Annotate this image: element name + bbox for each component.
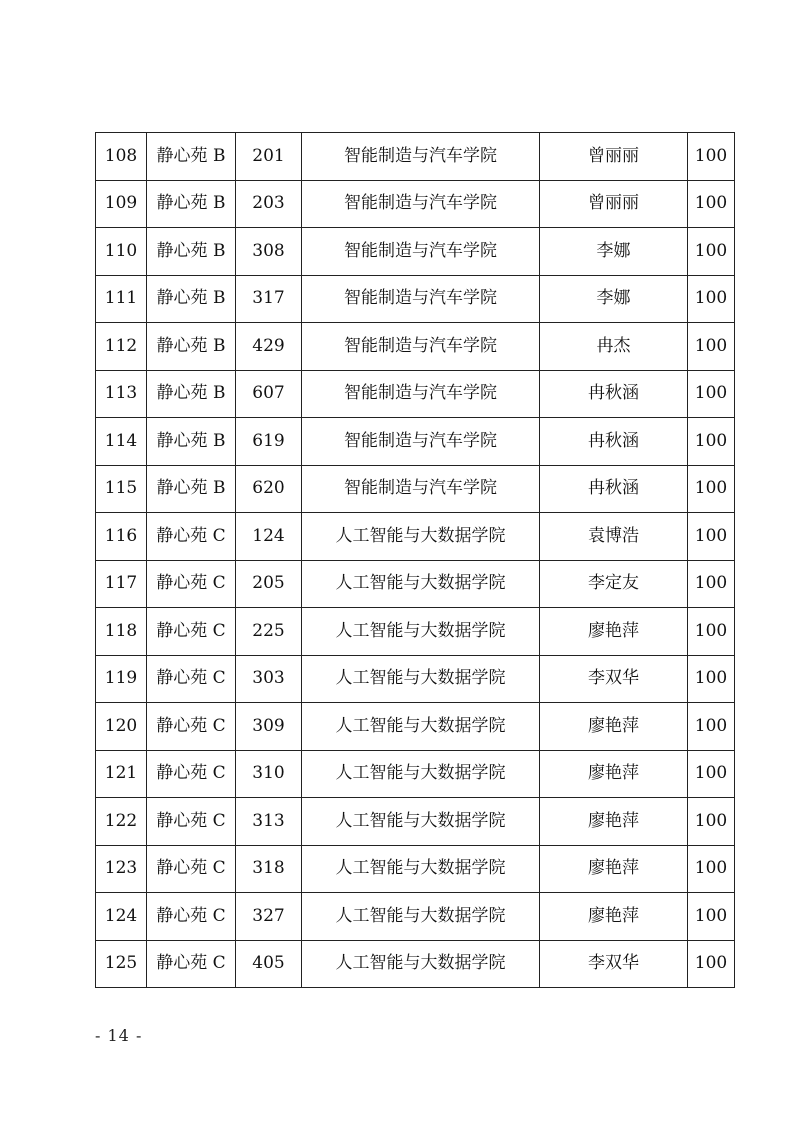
table-row — [96, 370, 735, 418]
table-row — [96, 655, 735, 703]
table-row — [96, 180, 735, 228]
college-cell: 人工智能与大数据学院 — [302, 845, 540, 893]
room-number-cell: 308 — [236, 228, 302, 276]
building-cell: 静心苑 C — [147, 893, 236, 941]
building-cell: 静心苑 C — [147, 940, 236, 988]
college-cell: 智能制造与汽车学院 — [302, 323, 540, 371]
building-cell: 静心苑 C — [147, 655, 236, 703]
table-row — [96, 228, 735, 276]
responsible-person-cell: 廖艳萍 — [540, 798, 688, 846]
score-cell: 100 — [688, 703, 735, 751]
building-cell: 静心苑 C — [147, 608, 236, 656]
responsible-person-cell: 李定友 — [540, 560, 688, 608]
score-cell: 100 — [688, 750, 735, 798]
score-cell: 100 — [688, 513, 735, 561]
row-number-cell: 116 — [96, 513, 147, 561]
room-number-cell: 225 — [236, 608, 302, 656]
score-cell: 100 — [688, 180, 735, 228]
score-cell: 100 — [688, 608, 735, 656]
row-number-cell: 111 — [96, 275, 147, 323]
score-cell: 100 — [688, 845, 735, 893]
row-number-cell: 117 — [96, 560, 147, 608]
table-row — [96, 940, 735, 988]
building-cell: 静心苑 C — [147, 798, 236, 846]
college-cell: 智能制造与汽车学院 — [302, 370, 540, 418]
college-cell: 人工智能与大数据学院 — [302, 940, 540, 988]
college-cell: 人工智能与大数据学院 — [302, 513, 540, 561]
score-cell: 100 — [688, 560, 735, 608]
responsible-person-cell: 曾丽丽 — [540, 133, 688, 181]
row-number-cell: 113 — [96, 370, 147, 418]
row-number-cell: 108 — [96, 133, 147, 181]
score-cell: 100 — [688, 418, 735, 466]
room-number-cell: 303 — [236, 655, 302, 703]
dormitory-score-table-container — [95, 132, 734, 988]
college-cell: 人工智能与大数据学院 — [302, 703, 540, 751]
room-number-cell: 317 — [236, 275, 302, 323]
responsible-person-cell: 李娜 — [540, 228, 688, 276]
room-number-cell: 205 — [236, 560, 302, 608]
responsible-person-cell: 冉杰 — [540, 323, 688, 371]
score-cell: 100 — [688, 370, 735, 418]
row-number-cell: 118 — [96, 608, 147, 656]
room-number-cell: 201 — [236, 133, 302, 181]
college-cell: 智能制造与汽车学院 — [302, 180, 540, 228]
building-cell: 静心苑 B — [147, 133, 236, 181]
score-cell: 100 — [688, 940, 735, 988]
room-number-cell: 313 — [236, 798, 302, 846]
table-row — [96, 323, 735, 371]
responsible-person-cell: 曾丽丽 — [540, 180, 688, 228]
college-cell: 智能制造与汽车学院 — [302, 465, 540, 513]
building-cell: 静心苑 B — [147, 228, 236, 276]
responsible-person-cell: 廖艳萍 — [540, 608, 688, 656]
score-cell: 100 — [688, 323, 735, 371]
table-row — [96, 703, 735, 751]
table-row — [96, 893, 735, 941]
score-cell: 100 — [688, 798, 735, 846]
row-number-cell: 109 — [96, 180, 147, 228]
room-number-cell: 309 — [236, 703, 302, 751]
row-number-cell: 115 — [96, 465, 147, 513]
responsible-person-cell: 廖艳萍 — [540, 845, 688, 893]
table-row — [96, 608, 735, 656]
building-cell: 静心苑 B — [147, 418, 236, 466]
building-cell: 静心苑 C — [147, 560, 236, 608]
dormitory-score-table — [95, 132, 735, 988]
responsible-person-cell: 廖艳萍 — [540, 703, 688, 751]
row-number-cell: 121 — [96, 750, 147, 798]
room-number-cell: 203 — [236, 180, 302, 228]
building-cell: 静心苑 C — [147, 513, 236, 561]
building-cell: 静心苑 B — [147, 323, 236, 371]
table-row — [96, 465, 735, 513]
table-row — [96, 275, 735, 323]
room-number-cell: 327 — [236, 893, 302, 941]
table-row — [96, 418, 735, 466]
room-number-cell: 620 — [236, 465, 302, 513]
table-body — [96, 133, 735, 988]
college-cell: 人工智能与大数据学院 — [302, 750, 540, 798]
college-cell: 人工智能与大数据学院 — [302, 798, 540, 846]
responsible-person-cell: 李双华 — [540, 940, 688, 988]
table-row — [96, 133, 735, 181]
row-number-cell: 114 — [96, 418, 147, 466]
room-number-cell: 318 — [236, 845, 302, 893]
building-cell: 静心苑 B — [147, 180, 236, 228]
score-cell: 100 — [688, 655, 735, 703]
building-cell: 静心苑 C — [147, 845, 236, 893]
responsible-person-cell: 冉秋涵 — [540, 418, 688, 466]
building-cell: 静心苑 B — [147, 275, 236, 323]
score-cell: 100 — [688, 133, 735, 181]
row-number-cell: 110 — [96, 228, 147, 276]
page-number: - 14 - — [95, 1026, 143, 1045]
room-number-cell: 310 — [236, 750, 302, 798]
college-cell: 人工智能与大数据学院 — [302, 893, 540, 941]
table-row — [96, 513, 735, 561]
row-number-cell: 123 — [96, 845, 147, 893]
room-number-cell: 124 — [236, 513, 302, 561]
score-cell: 100 — [688, 275, 735, 323]
score-cell: 100 — [688, 228, 735, 276]
room-number-cell: 429 — [236, 323, 302, 371]
table-row — [96, 750, 735, 798]
college-cell: 人工智能与大数据学院 — [302, 560, 540, 608]
room-number-cell: 619 — [236, 418, 302, 466]
row-number-cell: 122 — [96, 798, 147, 846]
row-number-cell: 120 — [96, 703, 147, 751]
row-number-cell: 119 — [96, 655, 147, 703]
building-cell: 静心苑 B — [147, 370, 236, 418]
responsible-person-cell: 李双华 — [540, 655, 688, 703]
row-number-cell: 112 — [96, 323, 147, 371]
table-row — [96, 845, 735, 893]
responsible-person-cell: 廖艳萍 — [540, 750, 688, 798]
responsible-person-cell: 冉秋涵 — [540, 370, 688, 418]
row-number-cell: 125 — [96, 940, 147, 988]
responsible-person-cell: 冉秋涵 — [540, 465, 688, 513]
college-cell: 智能制造与汽车学院 — [302, 228, 540, 276]
score-cell: 100 — [688, 465, 735, 513]
table-row — [96, 560, 735, 608]
college-cell: 智能制造与汽车学院 — [302, 133, 540, 181]
score-cell: 100 — [688, 893, 735, 941]
room-number-cell: 405 — [236, 940, 302, 988]
college-cell: 人工智能与大数据学院 — [302, 655, 540, 703]
building-cell: 静心苑 B — [147, 465, 236, 513]
building-cell: 静心苑 C — [147, 750, 236, 798]
row-number-cell: 124 — [96, 893, 147, 941]
responsible-person-cell: 李娜 — [540, 275, 688, 323]
college-cell: 智能制造与汽车学院 — [302, 275, 540, 323]
table-row — [96, 798, 735, 846]
college-cell: 智能制造与汽车学院 — [302, 418, 540, 466]
responsible-person-cell: 廖艳萍 — [540, 893, 688, 941]
responsible-person-cell: 袁博浩 — [540, 513, 688, 561]
room-number-cell: 607 — [236, 370, 302, 418]
college-cell: 人工智能与大数据学院 — [302, 608, 540, 656]
building-cell: 静心苑 C — [147, 703, 236, 751]
